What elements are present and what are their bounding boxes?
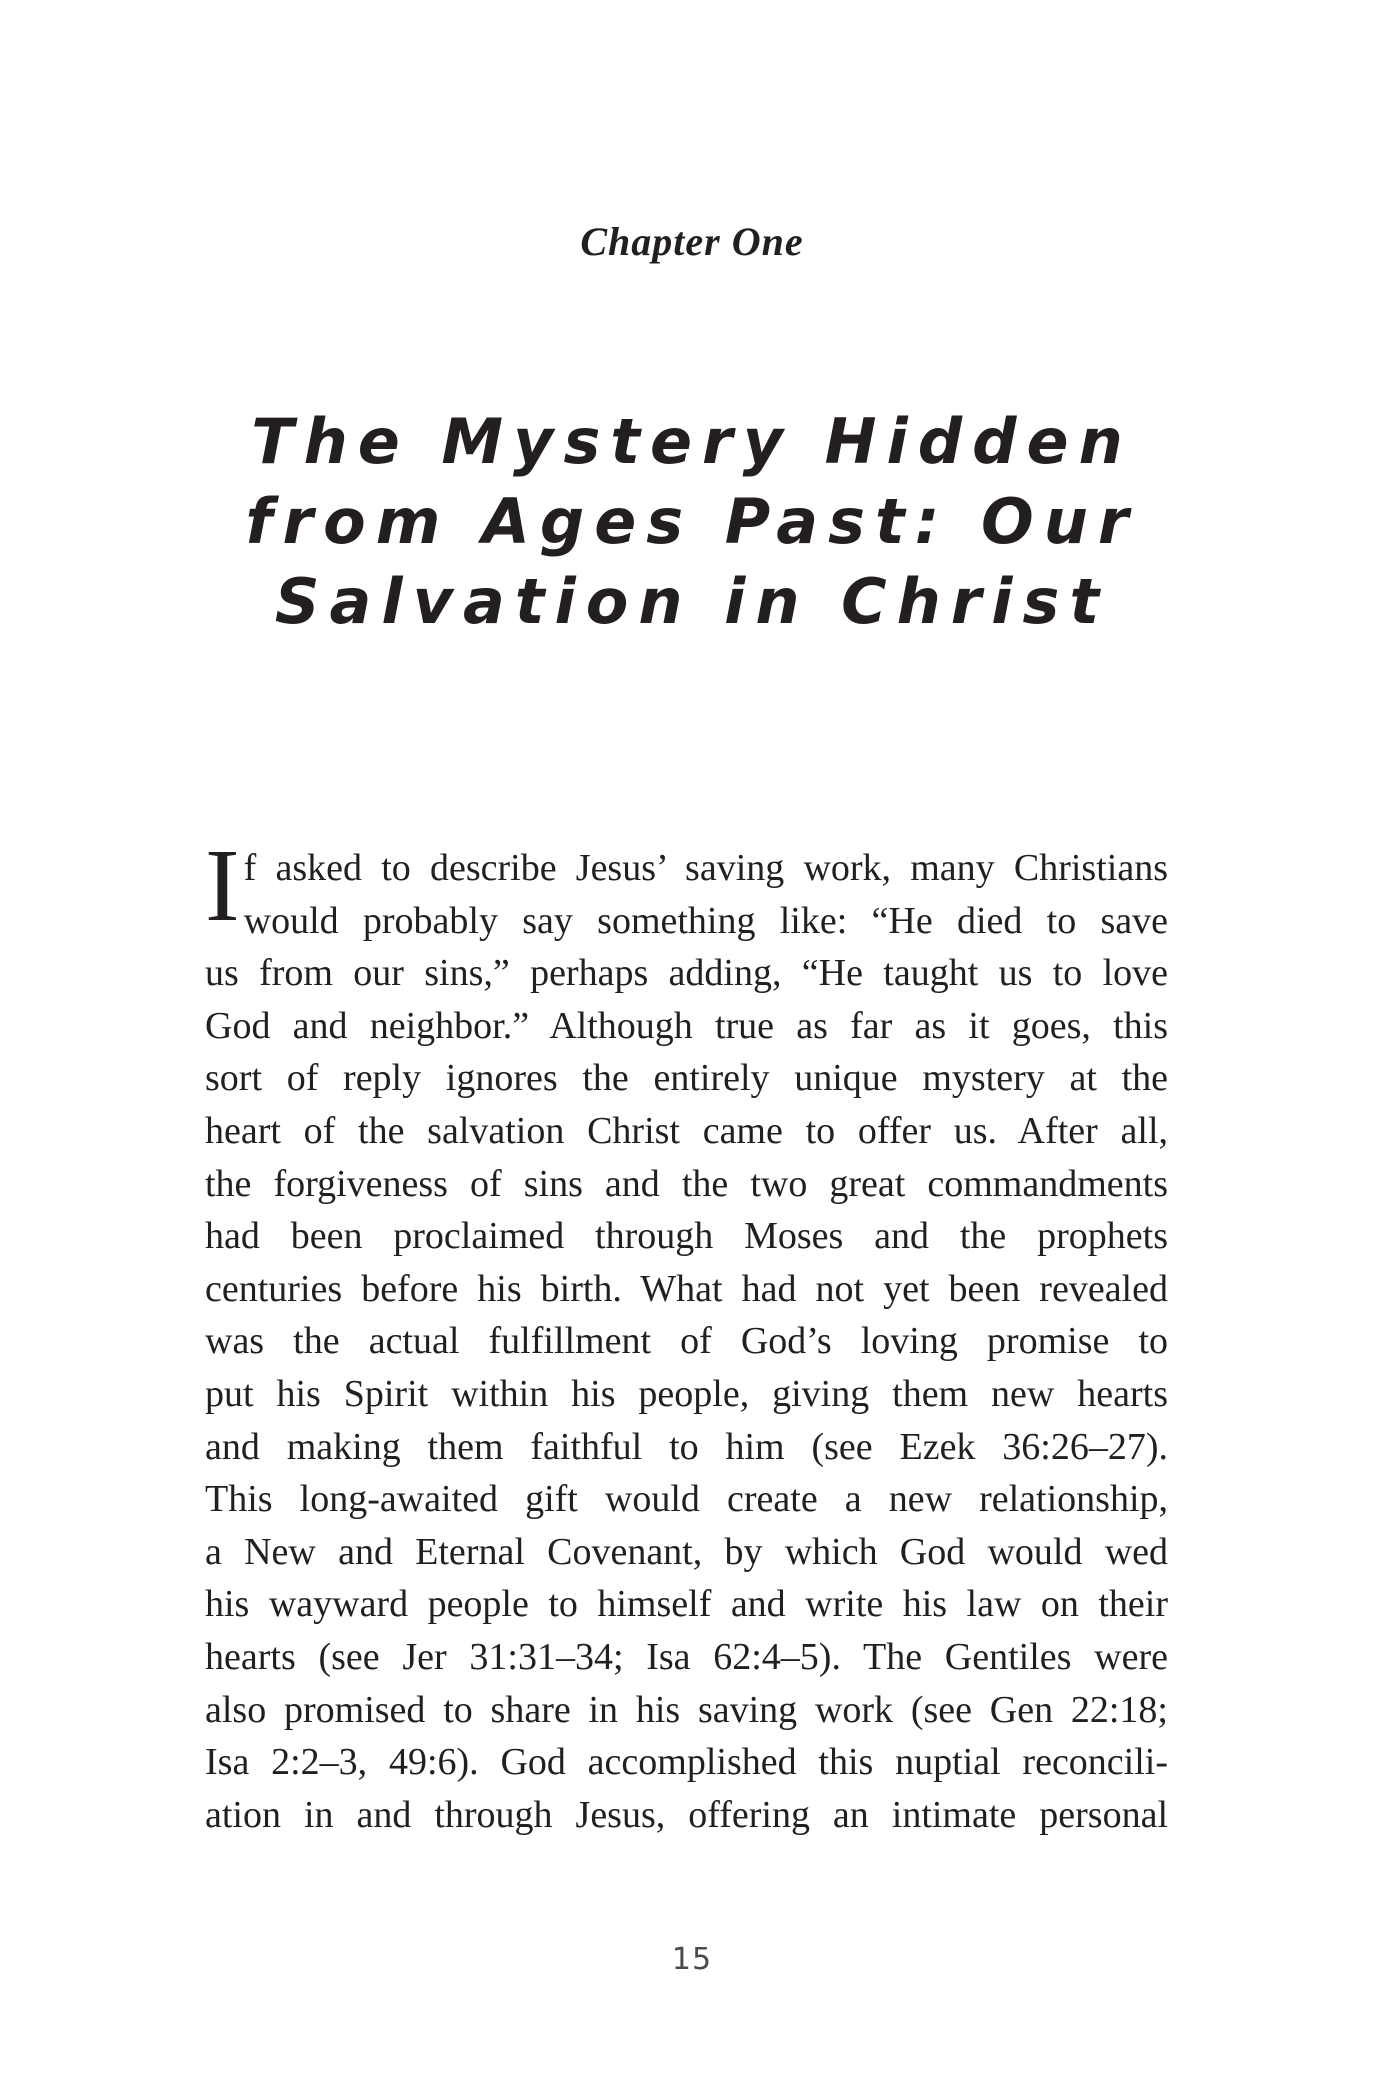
text-line: a New and Eternal Covenant, by which God would wed [205,1530,1168,1573]
drop-cap: I [205,828,240,943]
chapter-title-line: from Ages Past: Our [245,485,1139,558]
text-line: also promised to share in his saving work (see Gen 22:18; [205,1688,1168,1731]
text-line: heart of the salvation Christ came to offer us. After all, [205,1109,1168,1152]
chapter-title [200,402,1184,642]
chapter-title-line: The Mystery Hidden [251,405,1133,478]
text-line: ation in and through Jesus, offering an intimate personal [205,1793,1168,1836]
text-line: f asked to describe Jesus’ saving work, many Christians [243,847,1168,889]
text-line: centuries before his birth. What had not yet been revealed [205,1267,1168,1310]
text-line: God and neighbor.” Although true as far as it goes, this [205,1004,1168,1047]
text-line: his wayward people to himself and write his law on their [205,1583,1168,1626]
text-line: hearts (see Jer 31:31–34; Isa 62:4–5). The Gentiles were [205,1635,1168,1678]
body-paragraph [205,828,1168,1841]
text-line: would probably say something like: “He died to save [243,899,1168,942]
page-number: 15 [671,1942,713,1977]
text-line: us from our sins,” perhaps adding, “He taught us to love [205,952,1168,995]
text-line: and making them faithful to him (see Ezek 36:26–27). [205,1425,1168,1468]
chapter-title-line: Salvation in Christ [274,565,1110,638]
text-line: was the actual fulfillment of God’s loving promise to [205,1320,1168,1363]
text-line: put his Spirit within his people, giving them new hearts [205,1372,1168,1415]
text-line: sort of reply ignores the entirely unique mystery at the [205,1057,1168,1100]
text-line: the forgiveness of sins and the two great commandments [205,1162,1168,1205]
text-line: This long-awaited gift would create a new relationship, [205,1478,1168,1521]
chapter-label: Chapter One [580,219,804,264]
text-line: Isa 2:2–3, 49:6). God accomplished this nuptial reconcili- [205,1741,1168,1784]
text-line: had been proclaimed through Moses and the prophets [205,1215,1168,1258]
